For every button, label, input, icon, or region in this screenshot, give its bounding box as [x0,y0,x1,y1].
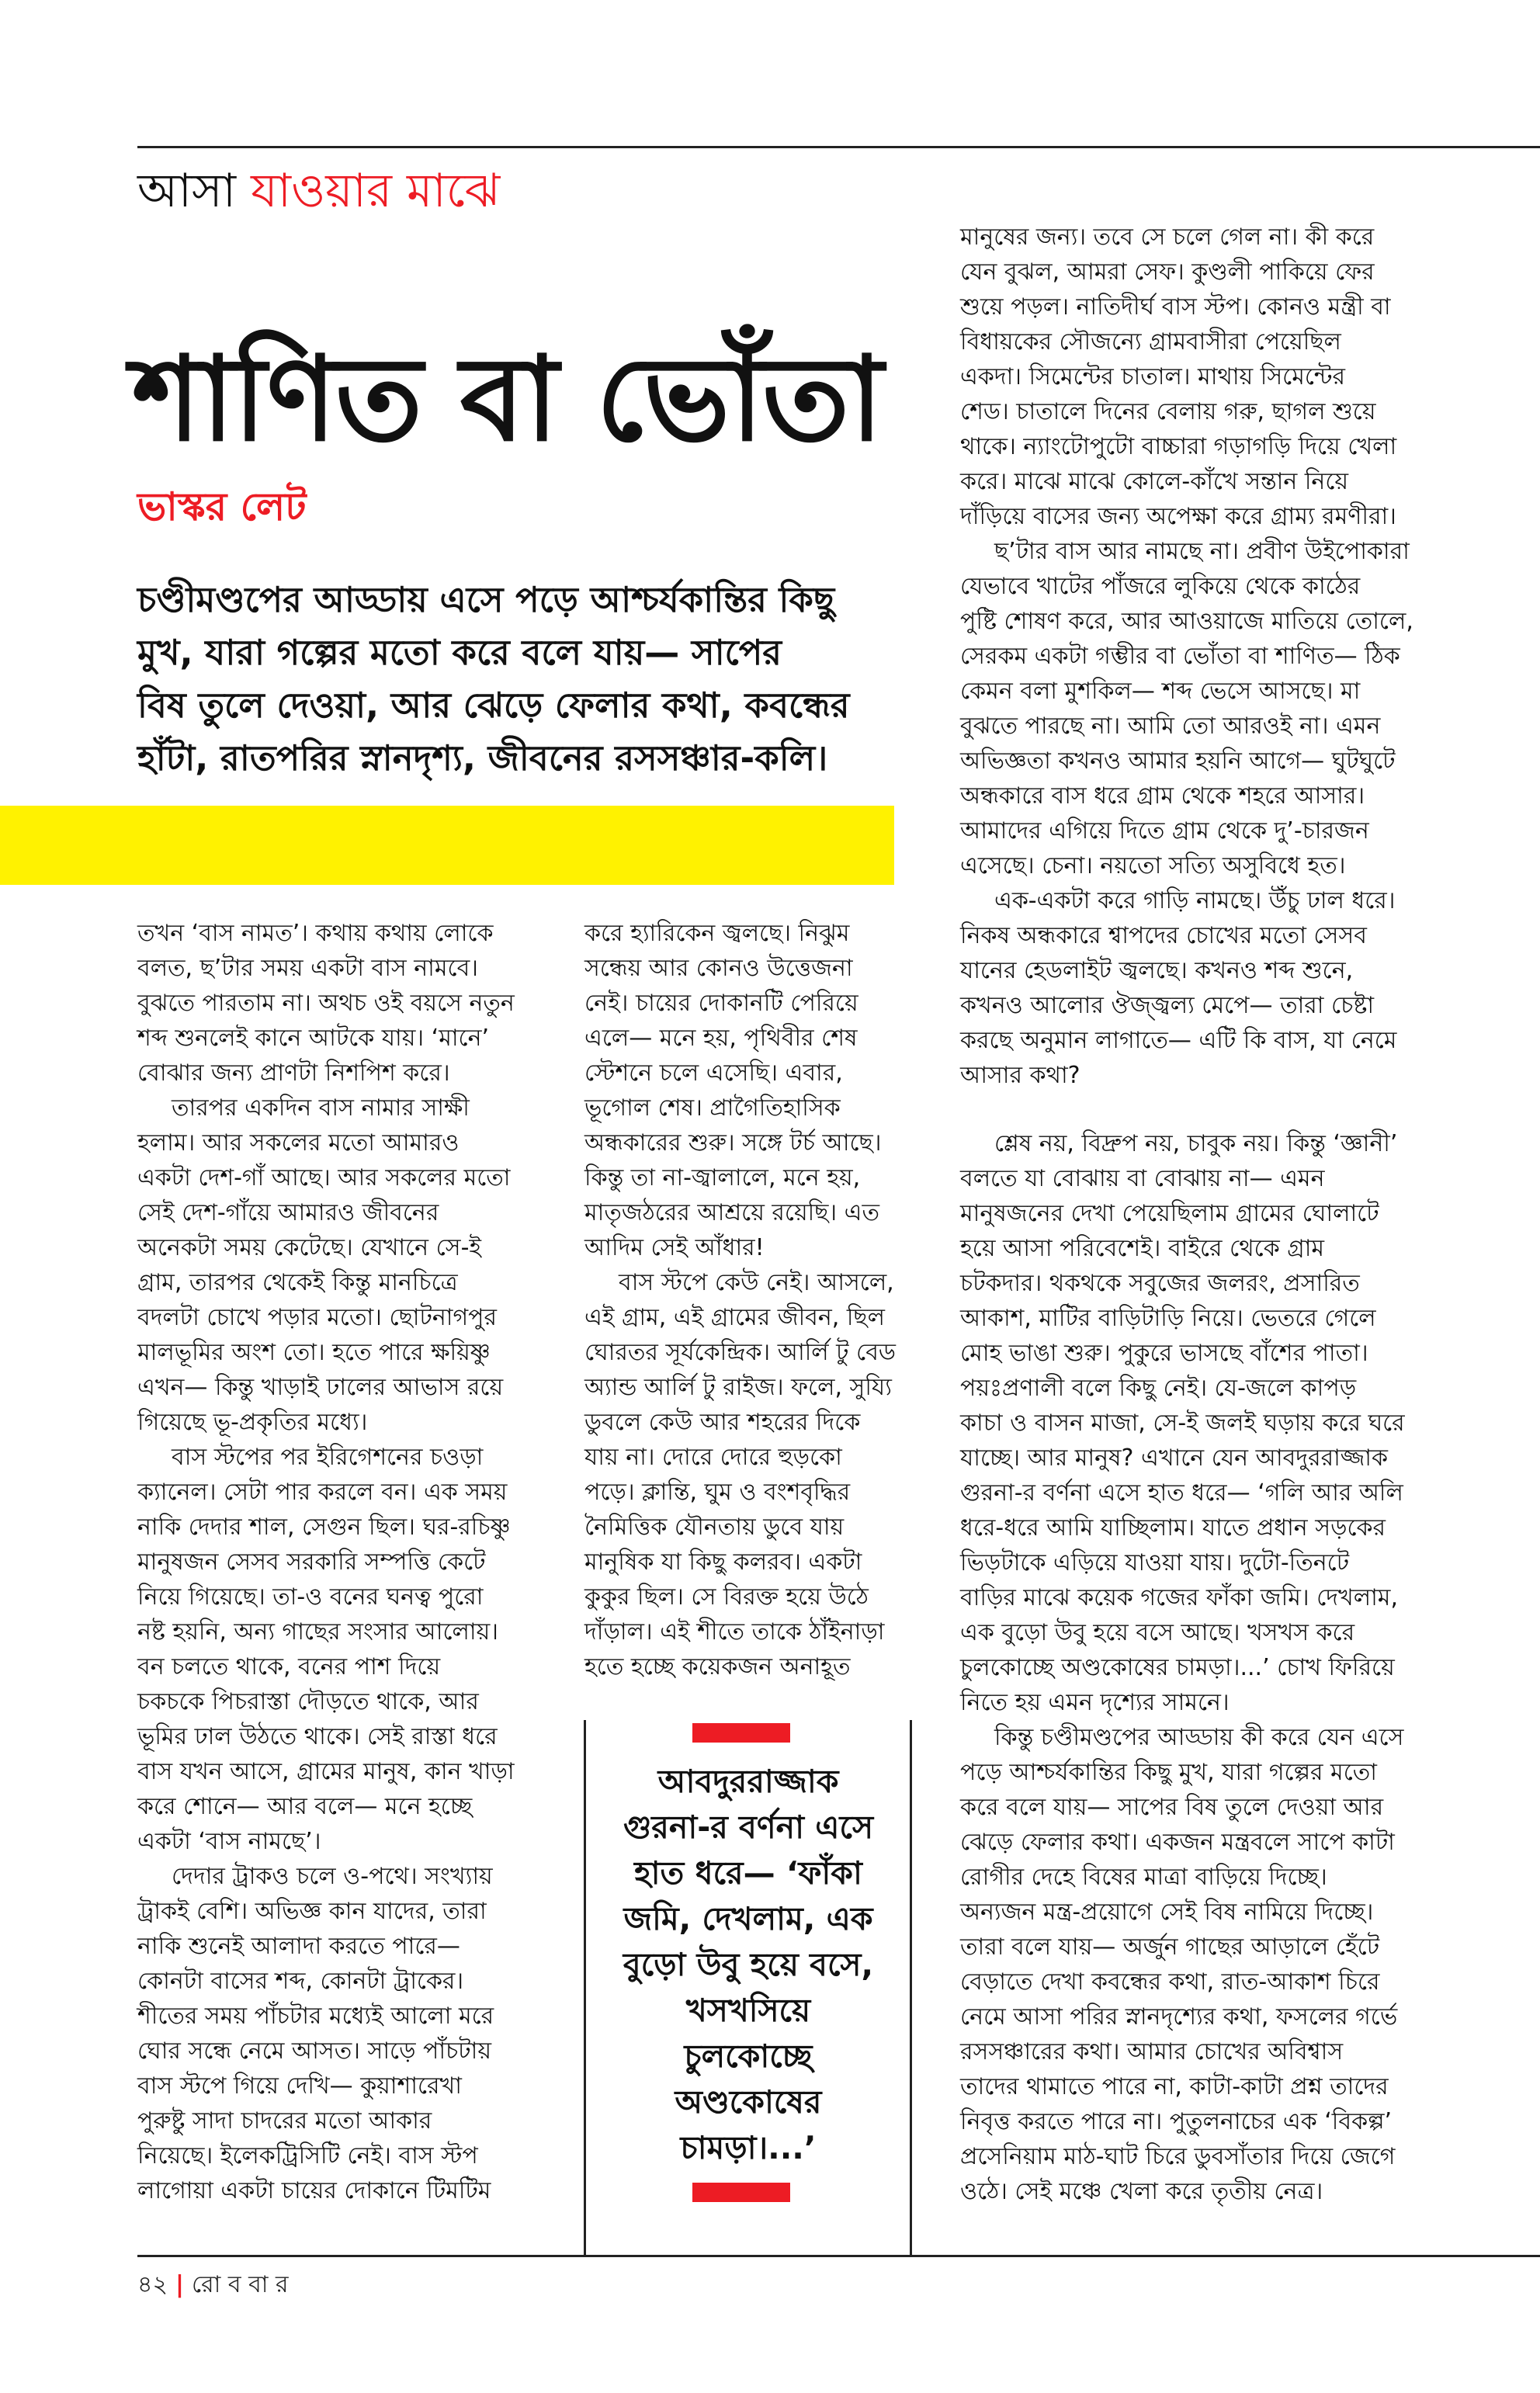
text-line: করে হ্যারিকেন জ্বলছে। নিঝুম [584,920,850,947]
pullquote-line: হাত ধরে— ‘ফাঁকা [634,1854,862,1892]
text-line: নাকি শুনেই আলাদা করতে পারে— [137,1933,460,1960]
text-line: ঘোরতর সূর্যকেন্দ্রিক। আর্লি টু বেড [584,1339,896,1366]
pullquote-line: চামড়া।...’ [680,2129,817,2166]
paragraph [137,1859,515,2208]
text-line: অন্ধকারে বাস ধরে গ্রাম থেকে শহরে আসার। [960,782,1365,810]
text-line: থাকে। ন্যাংটোপুটো বাচ্চারা গড়াগড়ি দিয়ে খেলা [960,433,1397,460]
text-line: সন্ধেয় আর কোনও উত্তেজনা [584,955,853,982]
pullquote-line: জমি, দেখলাম, এক [623,1900,873,1937]
text-line: কোনটা বাসের শব্দ, কোনটা ট্রাকের। [137,1968,464,1995]
paragraph [960,220,1413,534]
text-line: শব্দ শুনলেই কানে আটকে যায়। ‘মানে’ [137,1025,490,1052]
text-line: ভূমির ঢাল উঠতে থাকে। সেই রাস্তা ধরে [137,1723,498,1750]
text-line: প্রসেনিয়াম মাঠ-ঘাট চিরে ডুবসাঁতার দিয়ে জেগে [960,2143,1396,2170]
body-column-middle [584,916,896,1684]
text-line: গ্রাম, তারপর থেকেই কিন্তু মানচিত্রে [137,1269,458,1296]
text-line: বলতে যা বোঝায় বা বোঝায় না— এমন [960,1165,1325,1192]
text-line: বদলটা চোখে পড়ার মতো। ছোটনাগপুর [137,1304,497,1331]
pullquote-line: গুরনা-র বর্ণনা এসে [623,1809,874,1846]
text-line: কাচা ও বাসন মাজা, সে-ই জলই ঘড়ায় করে ঘরে [960,1410,1405,1437]
text-line: করে। মাঝে মাঝে কোলে-কাঁখে সন্তান নিয়ে [960,468,1349,495]
paragraph [960,883,1413,1093]
text-line: মানুষজনের দেখা পেয়েছিলাম গ্রামের ঘোলাটে [960,1200,1379,1227]
text-line: লাগোয়া একটা চায়ের দোকানে টিমটিম [137,2177,491,2204]
text-line: নিকষ অন্ধকারে শ্বাপদের চোখের মতো সেসব [960,922,1367,949]
standfirst-line: হাঁটা, রাতপরির স্নানদৃশ্য, জীবনের রসসঞ্চার-কলি। [137,737,828,779]
text-line: চটকদার। থকথকে সবুজের জলরং, প্রসারিত [960,1270,1360,1297]
publication-name: রো ব বা র [191,2271,289,2298]
text-line: এখন— কিন্তু খাড়াই ঢালের আভাস রয়ে [137,1374,504,1401]
text-line: নিয়ে গিয়েছে। তা-ও বনের ঘনত্ব পুরো [137,1583,484,1611]
page-footer [137,2270,289,2301]
text-line: মানুষজন সেসব সরকারি সম্পত্তি কেটে [137,1549,486,1576]
pullquote-top-bar [692,1723,790,1743]
text-line: কুকুর ছিল। সে বিরক্ত হয়ে উঠে [584,1583,869,1611]
text-line: এক বুড়ো উবু হয়ে বসে আছে। খসখস করে [960,1619,1355,1646]
text-line: নেই। চায়ের দোকানটি পেরিয়ে [584,990,858,1017]
text-line: তারা বলে যায়— অর্জুন গাছের আড়ালে হেঁটে [960,1933,1380,1961]
text-line: বন চলতে থাকে, বনের পাশ দিয়ে [137,1653,441,1680]
standfirst-line: চণ্ডীমণ্ডপের আড্ডায় এসে পড়ে আশ্চর্যকান্তির কিছু [137,579,835,620]
text-line: যায় না। দোরে দোরে হুড়কো [584,1444,842,1471]
section-kicker [137,160,500,222]
text-line: স্টেশনে চলে এসেছি। এবার, [584,1060,843,1087]
text-line: শেড। চাতালে দিনের বেলায় গরু, ছাগল শুয়ে [960,398,1376,425]
author-byline: ভাস্কর লেট [137,484,307,529]
body-column-left [137,916,515,2208]
text-line: সেরকম একটা গম্ভীর বা ভোঁতা বা শাণিত— ঠিক [960,643,1400,670]
text-line: অনেকটা সময় কেটেছে। যেখানে সে-ই [137,1234,482,1261]
text-line: বিধায়কের সৌজন্যে গ্রামবাসীরা পেয়েছিল [960,328,1341,355]
text-line: পড়ে আশ্চর্যকান্তির কিছু মুখ, যারা গল্পের মতো [960,1759,1377,1786]
text-line: যেভাবে খাটের পাঁজরে লুকিয়ে থেকে কাঠের [960,573,1361,600]
text-line: ঝেড়ে ফেলার কথা। একজন মন্ত্রবলে সাপে কাটা [960,1829,1395,1856]
text-line: গুরনা-র বর্ণনা এসে হাত ধরে— ‘গলি আর অলি [960,1479,1403,1507]
text-line: কিন্তু তা না-জ্বালালে, মনে হয়, [584,1164,861,1191]
text-line: অ্যান্ড আর্লি টু রাইজ। ফলে, সুয্যি [584,1374,892,1401]
text-line: বাস স্টপের পর ইরিগেশনের চওড়া [172,1444,484,1471]
paragraph [960,534,1413,883]
text-line: পুষ্টি শোষণ করে, আর আওয়াজে মাতিয়ে তোলে, [960,608,1413,635]
standfirst [137,574,849,785]
text-line: অন্যজন মন্ত্র-প্রয়োগে সেই বিষ নামিয়ে দিচ্ছে। [960,1899,1374,1926]
pullquote-left-rule [584,1720,586,2256]
text-line: ঘোর সন্ধে নেমে আসত। সাড়ে পাঁচটায় [137,2038,492,2065]
pull-quote [587,1759,910,2171]
text-line: এক-একটা করে গাড়ি নামছে। উঁচু ঢাল ধরে। [994,887,1396,914]
text-line: কেমন বলা মুশকিল— শব্দ ভেসে আসছে। মা [960,678,1361,705]
page-number: ৪২ [137,2271,168,2298]
text-line: বাস স্টপে কেউ নেই। আসলে, [619,1269,894,1296]
text-line: একদা। সিমেন্টের চাতাল। মাথায় সিমেন্টের [960,363,1346,390]
kicker-black: আসা [137,164,237,218]
text-line: নিবৃত্ত করতে পারে না। পুতুলনাচের এক ‘বিকল্প’ [960,2108,1393,2135]
text-line: ট্রাকই বেশি। অভিজ্ঞ কান যাদের, তারা [137,1898,487,1925]
text-line: রসসঞ্চারের কথা। আমার চোখের অবিশ্বাস [960,2038,1344,2065]
top-rule [137,146,1540,148]
text-line: করে বলে যায়— সাপের বিষ তুলে দেওয়া আর [960,1794,1384,1821]
text-line: বাস স্টপে গিয়ে দেখি— কুয়াশারেখা [137,2072,462,2100]
text-line: মানুষিক যা কিছু কলরব। একটা [584,1549,862,1576]
text-line: পয়ঃপ্রণালী বলে কিছু নেই। যে-জলে কাপড় [960,1375,1357,1402]
text-line: বুঝতে পারছে না। আমি তো আরওই না। এমন [960,713,1381,740]
text-line: ছ’টার বাস আর নামছে না। প্রবীণ উইপোকারা [994,538,1410,565]
pullquote-line: খসখসিয়ে [685,1992,811,2029]
text-line: মানুষের জন্য। তবে সে চলে গেল না। কী করে [960,224,1375,251]
text-line: ক্যানেল। সেটা পার করলে বন। এক সময় [137,1479,508,1506]
text-line: অন্ধকারের শুরু। সঙ্গে টর্চ আছে। [584,1129,882,1157]
footer-separator: | [175,2271,184,2298]
text-line: বোঝার জন্য প্রাণটা নিশপিশ করে। [137,1060,450,1087]
text-line: গিয়েছে ভূ-প্রকৃতির মধ্যে। [137,1409,368,1436]
text-line: পুরুষ্টু সাদা চাদরের মতো আকার [137,2107,432,2135]
text-line: এলে— মনে হয়, পৃথিবীর শেষ [584,1025,858,1052]
text-line: হতে হচ্ছে কয়েকজন অনাহূত [584,1653,851,1680]
text-line: করে শোনে— আর বলে— মনে হচ্ছে [137,1793,473,1820]
text-line: আকাশ, মাটির বাড়িটাড়ি নিয়ে। ভেতরে গেলে [960,1305,1376,1332]
text-line: দাঁড়িয়ে বাসের জন্য অপেক্ষা করে গ্রাম্য রমণীরা। [960,503,1396,530]
yellow-highlight-band [0,806,894,885]
body-column-right-lower [960,1126,1405,2209]
text-line: অভিজ্ঞতা কখনও আমার হয়নি আগে— ঘুটঘুটে [960,747,1396,775]
text-line: বেড়াতে দেখা কবন্ধের কথা, রাত-আকাশ চিরে [960,1968,1380,1996]
text-line: কখনও আলোর ঔজ্জ্বল্য মেপে— তারা চেষ্টা [960,992,1375,1019]
text-line: মাতৃজঠরের আশ্রয়ে রয়েছি। এত [584,1199,879,1226]
text-line: এসেছে। চেনা। নয়তো সত্যি অসুবিধে হত। [960,852,1346,879]
text-line: তাদের থামাতে পারে না, কাটা-কাটা প্রশ্ন তাদের [960,2073,1389,2100]
text-line: ভিড়টাকে এড়িয়ে যাওয়া যায়। দুটো-তিনটে [960,1549,1350,1576]
text-line: নিতে হয় এমন দৃশ্যের সামনে। [960,1689,1230,1716]
text-line: একটা দেশ-গাঁ আছে। আর সকলের মতো [137,1164,511,1191]
text-line: ভূগোল শেষ। প্রাগৈতিহাসিক [584,1094,841,1122]
pullquote-line: বুড়ো উবু হয়ে বসে, [623,1946,874,1983]
text-line: আসার কথা? [960,1062,1080,1089]
text-line: মালভূমির অংশ তো। হতে পারে ক্ষয়িষ্ণু [137,1339,491,1366]
text-line: চকচকে পিচরাস্তা দৌড়তে থাকে, আর [137,1688,479,1715]
standfirst-line: বিষ তুলে দেওয়া, আর ঝেড়ে ফেলার কথা, কবন্ধের [137,685,850,726]
text-line: হয়ে আসা পরিবেশেই। বাইরে থেকে গ্রাম [960,1235,1325,1262]
text-line: নাকি দেদার শাল, সেগুন ছিল। ঘর-রচিষ্ণু [137,1514,511,1541]
text-line: মোহ ভাঙা শুরু। পুকুরে ভাসছে বাঁশের পাতা। [960,1340,1368,1367]
paragraph [960,1720,1405,2209]
text-line: নৈমিত্তিক যৌনতায় ডুবে যায় [584,1514,845,1541]
text-line: বুঝতে পারতাম না। অথচ ওই বয়সে নতুন [137,990,515,1017]
text-line: শুয়ে পড়ল। নাতিদীর্ঘ বাস স্টপ। কোনও মন্ত্রী বা [960,293,1391,321]
text-line: হলাম। আর সকলের মতো আমারও [137,1129,460,1157]
text-line: বলত, ছ’টার সময় একটা বাস নামবে। [137,955,479,982]
paragraph [584,916,896,1265]
text-line: নষ্ট হয়নি, অন্য গাছের সংসার আলোয়। [137,1618,498,1646]
text-line: তারপর একদিন বাস নামার সাক্ষী [172,1094,470,1122]
pullquote-line: অণ্ডকোষের [675,2083,822,2121]
paragraph [960,1126,1405,1720]
text-line: আমাদের এগিয়ে দিতে গ্রাম থেকে দু’-চারজন [960,817,1369,844]
kicker-red: যাওয়ার মাঝে [251,164,501,218]
text-line: বাস যখন আসে, গ্রামের মানুষ, কান খাড়া [137,1758,515,1785]
pullquote-right-rule [910,1720,912,2256]
article-title: শাণিত বা ভোঁতা [132,332,883,467]
paragraph [584,1265,896,1684]
text-line: ওঠে। সেই মঞ্চে খেলা করে তৃতীয় নেত্র। [960,2178,1323,2205]
bottom-rule [137,2255,1540,2257]
paragraph [137,1440,515,1859]
text-line: আদিম সেই আঁধার! [584,1234,765,1261]
text-line: যানের হেডলাইট জ্বলছে। কখনও শব্দ শুনে, [960,957,1354,984]
text-line: চুলকোচ্ছে অণ্ডকোষের চামড়া।...’ চোখ ফিরিয়ে [960,1654,1395,1681]
text-line: নিয়েছে। ইলেকট্রিসিটি নেই। বাস স্টপ [137,2142,478,2169]
text-line: শীতের সময় পাঁচটার মধ্যেই আলো মরে [137,2003,494,2030]
pullquote-bottom-bar [692,2183,790,2202]
text-line: পড়ে। ক্লান্তি, ঘুম ও বংশবৃদ্ধির [584,1479,851,1506]
text-line: ধরে-ধরে আমি যাচ্ছিলাম। যাতে প্রধান সড়কের [960,1514,1386,1542]
body-column-right-upper [960,220,1413,1093]
text-line: নেমে আসা পরির স্নানদৃশ্যের কথা, ফসলের গর্ভে [960,2003,1398,2031]
text-line: ডুবলে কেউ আর শহরের দিকে [584,1409,861,1436]
pullquote-line: চুলকোচ্ছে [684,2038,813,2075]
text-line: যেন বুঝল, আমরা সেফ। কুণ্ডলী পাকিয়ে ফের [960,258,1375,286]
text-line: এই গ্রাম, এই গ্রামের জীবন, ছিল [584,1304,885,1331]
text-line: একটা ‘বাস নামছে’। [137,1828,321,1855]
text-line: করছে অনুমান লাগাতে— এটি কি বাস, যা নেমে [960,1027,1397,1054]
text-line: দাঁড়াল। এই শীতে তাকে ঠাঁইনাড়া [584,1618,885,1646]
standfirst-line: মুখ, যারা গল্পের মতো করে বলে যায়— সাপের [137,632,782,673]
pullquote-line: আবদুররাজ্জাক [657,1763,839,1800]
paragraph [137,916,515,1091]
paragraph [137,1091,515,1440]
text-line: তখন ‘বাস নামত’। কথায় কথায় লোকে [137,920,494,947]
text-line: সেই দেশ-গাঁয়ে আমারও জীবনের [137,1199,439,1226]
text-line: বাড়ির মাঝে কয়েক গজের ফাঁকা জমি। দেখলাম, [960,1584,1398,1611]
text-line: দেদার ট্রাকও চলে ও-পথে। সংখ্যায় [172,1863,493,1890]
text-line: শ্লেষ নয়, বিদ্রুপ নয়, চাবুক নয়। কিন্তু ‘জ্ঞানী’ [994,1130,1398,1157]
text-line: রোগীর দেহে বিষের মাত্রা বাড়িয়ে দিচ্ছে। [960,1864,1327,1891]
text-line: যাচ্ছে। আর মানুষ? এখানে যেন আবদুররাজ্জাক [960,1444,1388,1472]
text-line: কিন্তু চণ্ডীমণ্ডপের আড্ডায় কী করে যেন এসে [994,1724,1404,1751]
